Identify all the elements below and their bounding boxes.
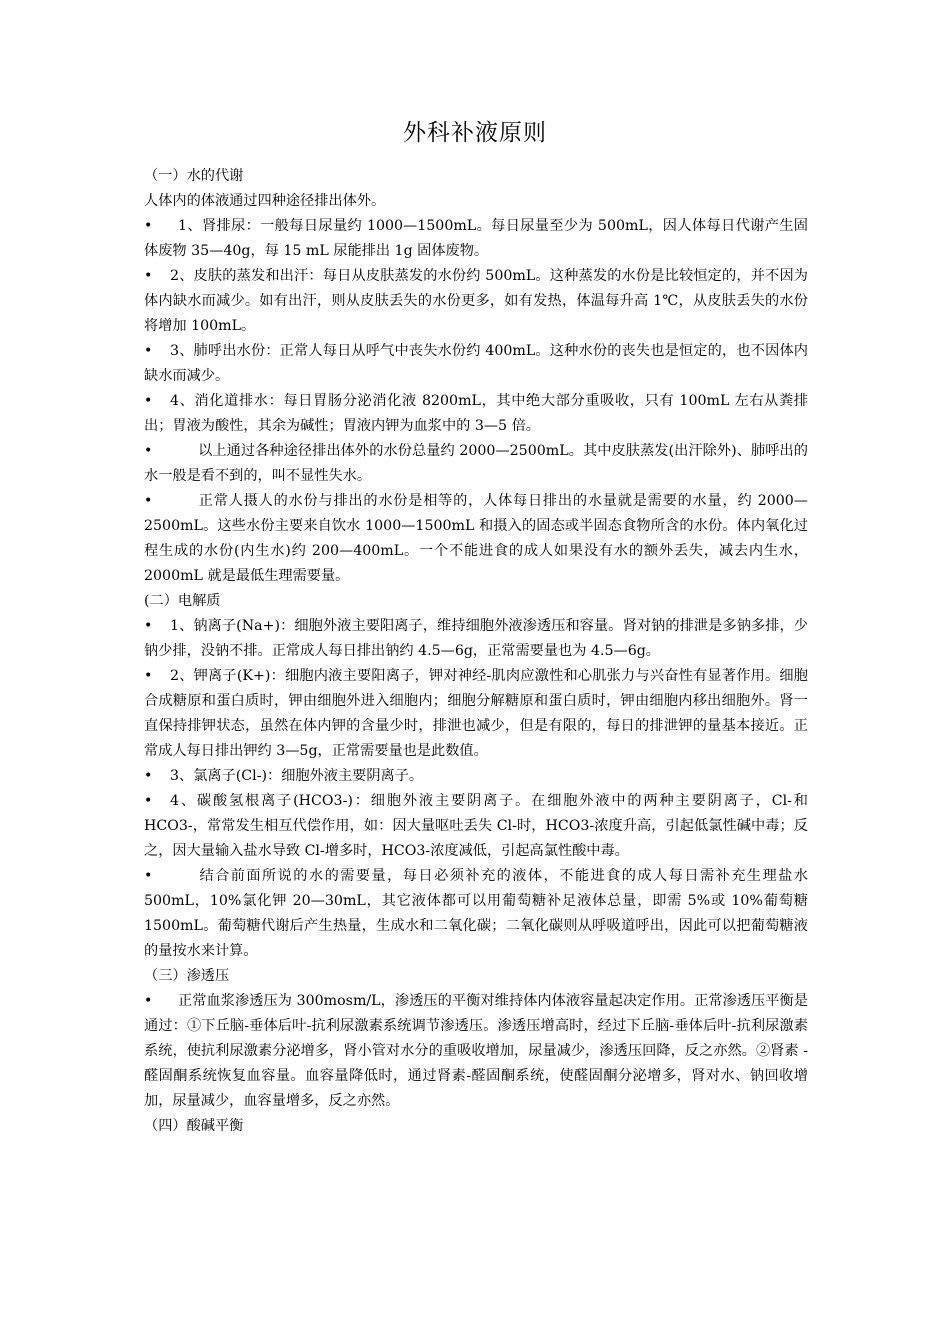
bullet-icon: • — [144, 343, 153, 359]
section-heading-water: （一）水的代谢 — [144, 168, 244, 184]
list-item — [144, 789, 808, 864]
list-item — [144, 864, 808, 964]
bullet-icon: • — [144, 618, 153, 634]
document-title: 外科补液原则 — [403, 120, 547, 146]
list-item — [144, 764, 808, 789]
bullet-icon: • — [144, 793, 153, 809]
list-item-text: 正常人摄人的水份与排出的水份是相等的，人体每日排出的水量就是需要的水量，约 2000—2500mL。这些水份主要来自饮水 1000—1500mL 和摄入的固态或半固态食物所含的水份。体内氧化过程生成的水份(内生水)约 200—400mL。一个不能进食的成人如果没有水的额外丢失，减去内生水，2000mL 就是最低生理需要量。 — [144, 493, 808, 584]
list-item-text: 2、钾离子(K+)：细胞内液主要阳离子，钾对神经-肌肉应激性和心肌张力与兴奋性有显著作用。细胞合成糖原和蛋白质时，钾由细胞外进入细胞内；细胞分解糖原和蛋白质时，钾由细胞内移出细胞外。肾一直保持排钾状态，虽然在体内钾的含量少时，排泄也减少，但是有限的，每日的排泄钾的量基本接近。正常成人每日排出钾约 3—5g，正常需要量也是此数值。 — [144, 668, 808, 759]
list-item — [144, 614, 808, 664]
bullet-icon: • — [144, 443, 153, 459]
bullet-icon: • — [144, 868, 153, 884]
list-item-text: 1、钠离子(Na+)：细胞外液主要阳离子，维持细胞外液渗透压和容量。肾对钠的排泄是多钠多排，少钠少排，没钠不排。正常成人每日排出钠约 4.5—6g，正常需要量也为 4.5—6g。 — [144, 618, 808, 659]
list-item-text: 以上通过各种途径排出体外的水份总量约 2000—2500mL。其中皮肤蒸发(出汗除外)、肺呼出的水一般是看不到的，叫不显性失水。 — [144, 443, 808, 484]
list-item-text: 3、肺呼出水份：正常人每日从呼气中丧失水份约 400mL。这种水份的丧失也是恒定的，也不因体内缺水而减少。 — [144, 343, 808, 384]
list-item — [144, 439, 808, 489]
list-item-text: 3、氯离子(Cl-)：细胞外液主要阴离子。 — [170, 768, 424, 784]
list-item — [144, 389, 808, 439]
list-item — [144, 664, 808, 764]
section-heading-acid-base-balance: （四）酸碱平衡 — [144, 1118, 244, 1134]
list-item-text: 4、消化道排水：每日胃肠分泌消化液 8200mL，其中绝大部分重吸收，只有 100mL 左右从粪排出；胃液为酸性，其余为碱性；胃液内钾为血浆中的 3—5 倍。 — [144, 393, 808, 434]
list-item-text: 4、碳酸氢根离子(HCO3-)：细胞外液主要阴离子。在细胞外液中的两种主要阴离子，Cl-和 HCO3-，常常发生相互代偿作用，如：因大量呕吐丢失 Cl-时，HCO3-浓度升高，引起低氯性碱中毒；反之，因大量输入盐水导致 Cl-增多时，HCO3-浓度减低，引起高氯性酸中毒。 — [144, 793, 808, 859]
document-body — [144, 164, 808, 1139]
list-item — [144, 489, 808, 589]
list-item — [144, 339, 808, 389]
bullet-icon: • — [144, 668, 153, 684]
list-item-text: 1、肾排尿：一般每日尿量约 1000—1500mL。每日尿量至少为 500mL，因人体每日代谢产生固体废物 35—40g，每 15 mL 尿能排出 1g 固体废物。 — [144, 218, 808, 259]
bullet-icon: • — [144, 768, 153, 784]
bullet-icon: • — [144, 993, 153, 1009]
bullet-icon: • — [144, 268, 153, 284]
list-item — [144, 264, 808, 339]
list-item-text: 2、皮肤的蒸发和出汗：每日从皮肤蒸发的水份约 500mL。这种蒸发的水份是比较恒定的，并不因为体内缺水而减少。如有出汗，则从皮肤丢失的水份更多，如有发热，体温每升高 1℃，从皮肤丢失的水份将增加 100mL。 — [144, 268, 808, 334]
list-item-text: 结合前面所说的水的需要量，每日必须补充的液体，不能进食的成人每日需补充生理盐水 500mL，10%氯化钾 20—30mL，其它液体都可以用葡萄糖补足液体总量，即需 5%或 10%葡萄糖 1500mL。葡萄糖代谢后产生热量，生成水和二氧化碳；二氧化碳则从呼吸道呼出，因此可以把葡萄糖液的量按水来计算。 — [144, 868, 808, 959]
section-heading-osmotic-pressure: （三）渗透压 — [144, 968, 230, 984]
list-item — [144, 214, 808, 264]
list-item-text: 正常血浆渗透压为 300mosm/L，渗透压的平衡对维持体内体液容量起决定作用。正常渗透压平衡是通过：①下丘脑-垂体后叶-抗利尿激素系统调节渗透压。渗透压增高时，经过下丘脑-垂体后叶-抗利尿激素系统，使抗利尿激素分泌增多，肾小管对水分的重吸收增加，尿量减少，渗透压回降，反之亦然。②肾素 -醛固酮系统恢复血容量。血容量降低时，通过肾素-醛固酮系统，使醛固酮分泌增多，肾对水、钠回收增加，尿量减少，血容量增多，反之亦然。 — [144, 993, 808, 1109]
list-item — [144, 989, 808, 1114]
section-intro-water: 人体内的体液通过四种途径排出体外。 — [144, 193, 386, 209]
bullet-icon: • — [144, 393, 153, 409]
bullet-icon: • — [144, 493, 153, 509]
bullet-icon: • — [144, 218, 153, 234]
section-heading-electrolytes: (二）电解质 — [144, 593, 221, 609]
